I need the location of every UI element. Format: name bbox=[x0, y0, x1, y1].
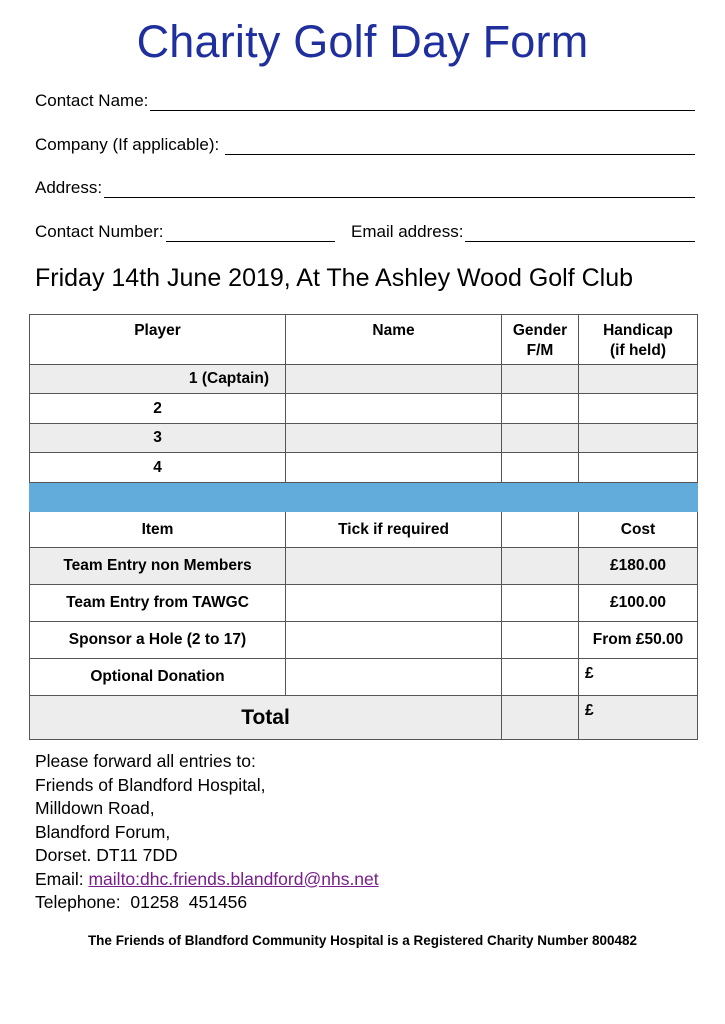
tick-cell[interactable] bbox=[286, 548, 502, 585]
items-header-blank bbox=[502, 512, 579, 548]
items-header-row bbox=[30, 512, 698, 548]
band-cell bbox=[579, 483, 698, 512]
player-row bbox=[30, 453, 698, 483]
email-line bbox=[35, 868, 379, 892]
charity-footer: The Friends of Blandford Community Hospital is a Registered Charity Number 800482 bbox=[87, 933, 638, 948]
company-label: Company (If applicable): bbox=[35, 135, 220, 154]
item-label: Optional Donation bbox=[30, 659, 286, 696]
player-handicap-cell[interactable] bbox=[579, 394, 698, 424]
player-row bbox=[30, 394, 698, 424]
tick-cell[interactable] bbox=[286, 622, 502, 659]
company-field[interactable] bbox=[35, 133, 695, 155]
handicap-header-line2: (if held) bbox=[610, 342, 666, 359]
entry-table bbox=[29, 314, 698, 740]
handicap-header bbox=[579, 315, 698, 365]
contact-name-field[interactable] bbox=[35, 89, 695, 111]
company-line[interactable] bbox=[225, 138, 695, 155]
player-handicap-cell[interactable] bbox=[579, 453, 698, 483]
item-label: Sponsor a Hole (2 to 17) bbox=[30, 622, 286, 659]
item-row bbox=[30, 548, 698, 585]
item-blank-cell bbox=[502, 659, 579, 696]
total-blank-cell bbox=[502, 696, 579, 740]
player-number: 4 bbox=[30, 453, 286, 483]
tick-cell[interactable] bbox=[286, 659, 502, 696]
form-title: Charity Golf Day Form bbox=[136, 16, 589, 67]
address-block bbox=[35, 750, 379, 915]
item-cost: £100.00 bbox=[579, 585, 698, 622]
cost-header: Cost bbox=[579, 512, 698, 548]
email-field[interactable] bbox=[351, 220, 695, 242]
item-blank-cell bbox=[502, 585, 579, 622]
player-number: 1 (Captain) bbox=[30, 365, 286, 394]
player-header: Player bbox=[30, 315, 286, 365]
player-row bbox=[30, 365, 698, 394]
event-line: Friday 14th June 2019, At The Ashley Wood Golf Club bbox=[35, 264, 634, 292]
item-row bbox=[30, 659, 698, 696]
address-line-4: Dorset. DT11 7DD bbox=[35, 845, 178, 865]
player-number: 2 bbox=[30, 394, 286, 424]
player-name-cell[interactable] bbox=[286, 453, 502, 483]
player-handicap-cell[interactable] bbox=[579, 424, 698, 453]
email-line[interactable] bbox=[465, 225, 695, 242]
gender-header bbox=[502, 315, 579, 365]
name-header: Name bbox=[286, 315, 502, 365]
address-line-1: Friends of Blandford Hospital, bbox=[35, 774, 266, 795]
band-cell bbox=[30, 483, 286, 512]
player-handicap-cell[interactable] bbox=[579, 365, 698, 394]
telephone-line: Telephone: 01258 451456 bbox=[35, 892, 248, 912]
email-label: Email address: bbox=[351, 222, 464, 241]
item-cost: From £50.00 bbox=[579, 622, 698, 659]
address-label: Address: bbox=[35, 178, 103, 197]
player-gender-cell[interactable] bbox=[502, 453, 579, 483]
total-label bbox=[30, 696, 502, 740]
tick-cell[interactable] bbox=[286, 585, 502, 622]
total-amount-cell[interactable]: £ bbox=[579, 696, 698, 740]
band-cell bbox=[286, 483, 502, 512]
contact-name-label: Contact Name: bbox=[35, 91, 149, 110]
donation-amount-cell[interactable]: £ bbox=[579, 659, 698, 696]
address-line-2: Milldown Road, bbox=[35, 798, 155, 818]
player-name-cell[interactable] bbox=[286, 424, 502, 453]
gender-header-line2: F/M bbox=[526, 342, 554, 359]
contact-number-label: Contact Number: bbox=[35, 222, 164, 241]
forward-intro: Please forward all entries to: bbox=[35, 751, 256, 771]
item-label: Team Entry non Members bbox=[30, 548, 286, 585]
player-row bbox=[30, 424, 698, 453]
player-name-cell[interactable] bbox=[286, 365, 502, 394]
total-row bbox=[30, 696, 698, 740]
item-blank-cell bbox=[502, 622, 579, 659]
player-gender-cell[interactable] bbox=[502, 394, 579, 424]
player-name-cell[interactable] bbox=[286, 394, 502, 424]
email-prefix: Email: bbox=[35, 868, 89, 889]
band-cell bbox=[502, 483, 579, 512]
email-link[interactable]: mailto:dhc.friends.blandford@nhs.net bbox=[88, 868, 379, 889]
player-number: 3 bbox=[30, 424, 286, 453]
item-row bbox=[30, 585, 698, 622]
address-field[interactable] bbox=[35, 176, 695, 198]
players-header-row bbox=[30, 315, 698, 365]
address-line[interactable] bbox=[104, 181, 695, 198]
separator-band bbox=[30, 483, 698, 512]
tick-header: Tick if required bbox=[286, 512, 502, 548]
item-label: Team Entry from TAWGC bbox=[30, 585, 286, 622]
item-blank-cell bbox=[502, 548, 579, 585]
player-gender-cell[interactable] bbox=[502, 424, 579, 453]
item-header: Item bbox=[30, 512, 286, 548]
gender-header-line1: Gender bbox=[512, 322, 568, 339]
player-gender-cell[interactable] bbox=[502, 365, 579, 394]
item-row bbox=[30, 622, 698, 659]
contact-number-field[interactable] bbox=[35, 220, 335, 242]
item-cost: £180.00 bbox=[579, 548, 698, 585]
total-label-text: Total bbox=[241, 705, 290, 729]
contact-number-line[interactable] bbox=[166, 225, 336, 242]
handicap-header-line1: Handicap bbox=[603, 322, 673, 339]
contact-name-line[interactable] bbox=[150, 94, 695, 111]
address-line-3: Blandford Forum, bbox=[35, 821, 171, 842]
